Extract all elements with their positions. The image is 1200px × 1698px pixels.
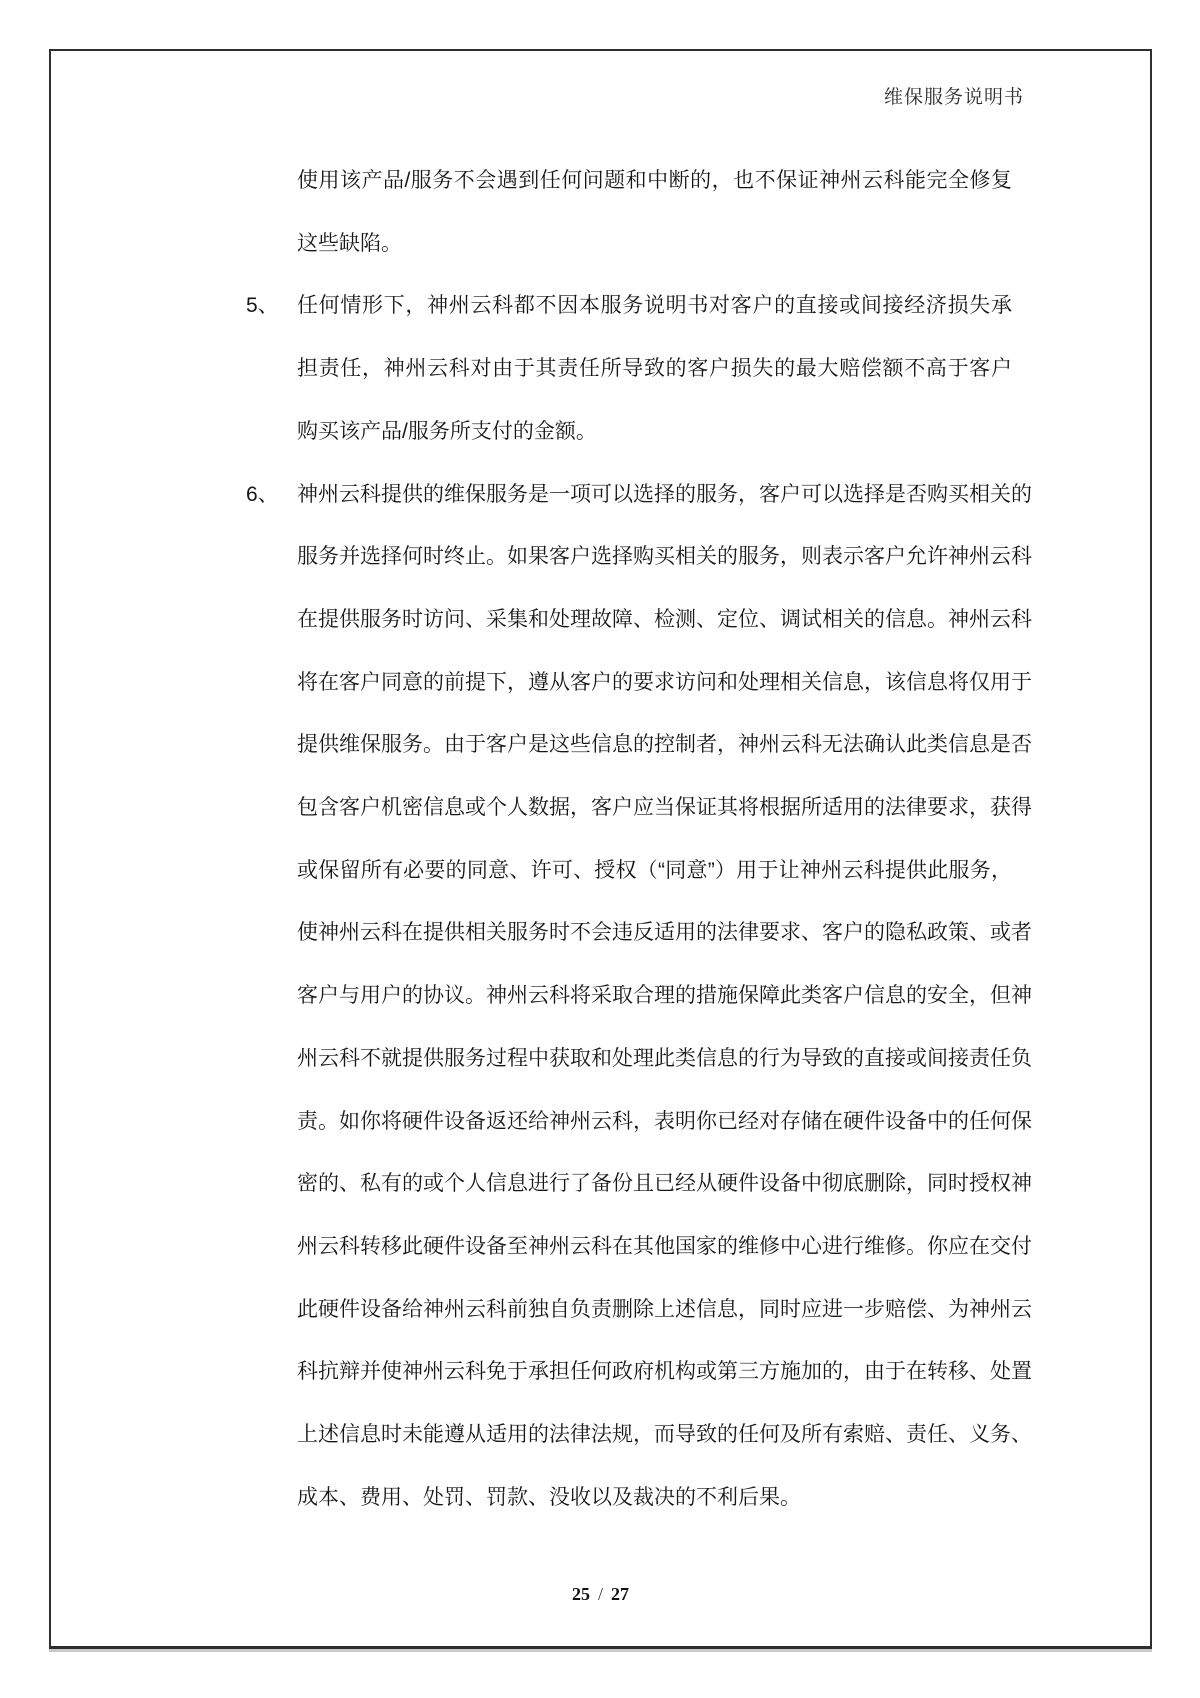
text-line: 担责任，神州云科对由于其责任所导致的客户损失的最大赔偿额不高于客户 — [297, 357, 1012, 381]
document-header-title: 维保服务说明书 — [884, 87, 1025, 108]
text-line: 购买该产品/服务所支付的金额。 — [297, 419, 597, 443]
page-number-current: 25 — [571, 1584, 590, 1604]
text-line: 服务并选择何时终止。如果客户选择购买相关的服务，则表示客户允许神州云科 — [297, 545, 1032, 569]
text-line: 州云科转移此硬件设备至神州云科在其他国家的维修中心进行维修。你应在交付 — [297, 1234, 1032, 1258]
text-line: 在提供服务时访问、采集和处理故障、检测、定位、调试相关的信息。神州云科 — [297, 607, 1032, 631]
list-item-number: 6、 — [246, 482, 279, 506]
text-line: 这些缺陷。 — [297, 231, 402, 255]
text-line: 使神州云科在提供相关服务时不会违反适用的法律要求、客户的隐私政策、或者 — [297, 921, 1032, 945]
list-item-5 — [246, 275, 1012, 463]
page-number-separator: / — [597, 1584, 603, 1604]
list-item-number: 5、 — [246, 294, 279, 318]
paragraph-continuation — [246, 150, 1012, 275]
text-line: 提供维保服务。由于客户是这些信息的控制者，神州云科无法确认此类信息是否 — [297, 733, 1032, 757]
text-line: 上述信息时未能遵从适用的法律法规，而导致的任何及所有索赔、责任、义务、 — [297, 1423, 1032, 1447]
text-line: 或保留所有必要的同意、许可、授权（“同意”）用于让神州云科提供此服务， — [297, 858, 1012, 882]
text-line: 将在客户同意的前提下，遵从客户的要求访问和处理相关信息，该信息将仅用于 — [297, 670, 1032, 694]
text-line: 神州云科提供的维保服务是一项可以选择的服务，客户可以选择是否购买相关的 — [297, 482, 1032, 506]
text-line: 此硬件设备给神州云科前独自负责删除上述信息，同时应进一步赔偿、为神州云 — [297, 1297, 1032, 1321]
text-line: 科抗辩并使神州云科免于承担任何政府机构或第三方施加的，由于在转移、处置 — [297, 1360, 1032, 1384]
text-line: 密的、私有的或个人信息进行了备份且已经从硬件设备中彻底删除，同时授权神 — [297, 1172, 1032, 1196]
document-body — [246, 150, 1032, 1529]
text-line: 州云科不就提供服务过程中获取和处理此类信息的行为导致的直接或间接责任负 — [297, 1046, 1032, 1070]
text-line: 成本、费用、处罚、罚款、没收以及裁决的不利后果。 — [297, 1485, 801, 1509]
text-line: 客户与用户的协议。神州云科将采取合理的措施保障此类客户信息的安全，但神 — [297, 984, 1032, 1008]
page-number — [49, 1584, 1152, 1605]
text-line: 任何情形下，神州云科都不因本服务说明书对客户的直接或间接经济损失承 — [297, 294, 1012, 318]
list-item-6 — [246, 464, 1032, 1530]
text-line: 包含客户机密信息或个人数据，客户应当保证其将根据所适用的法律要求，获得 — [297, 796, 1032, 820]
text-line: 使用该产品/服务不会遇到任何问题和中断的，也不保证神州云科能完全修复 — [297, 169, 1012, 192]
text-line: 责。如你将硬件设备返还给神州云科，表明你已经对存储在硬件设备中的任何保 — [297, 1109, 1032, 1133]
page-number-total: 27 — [611, 1584, 629, 1604]
